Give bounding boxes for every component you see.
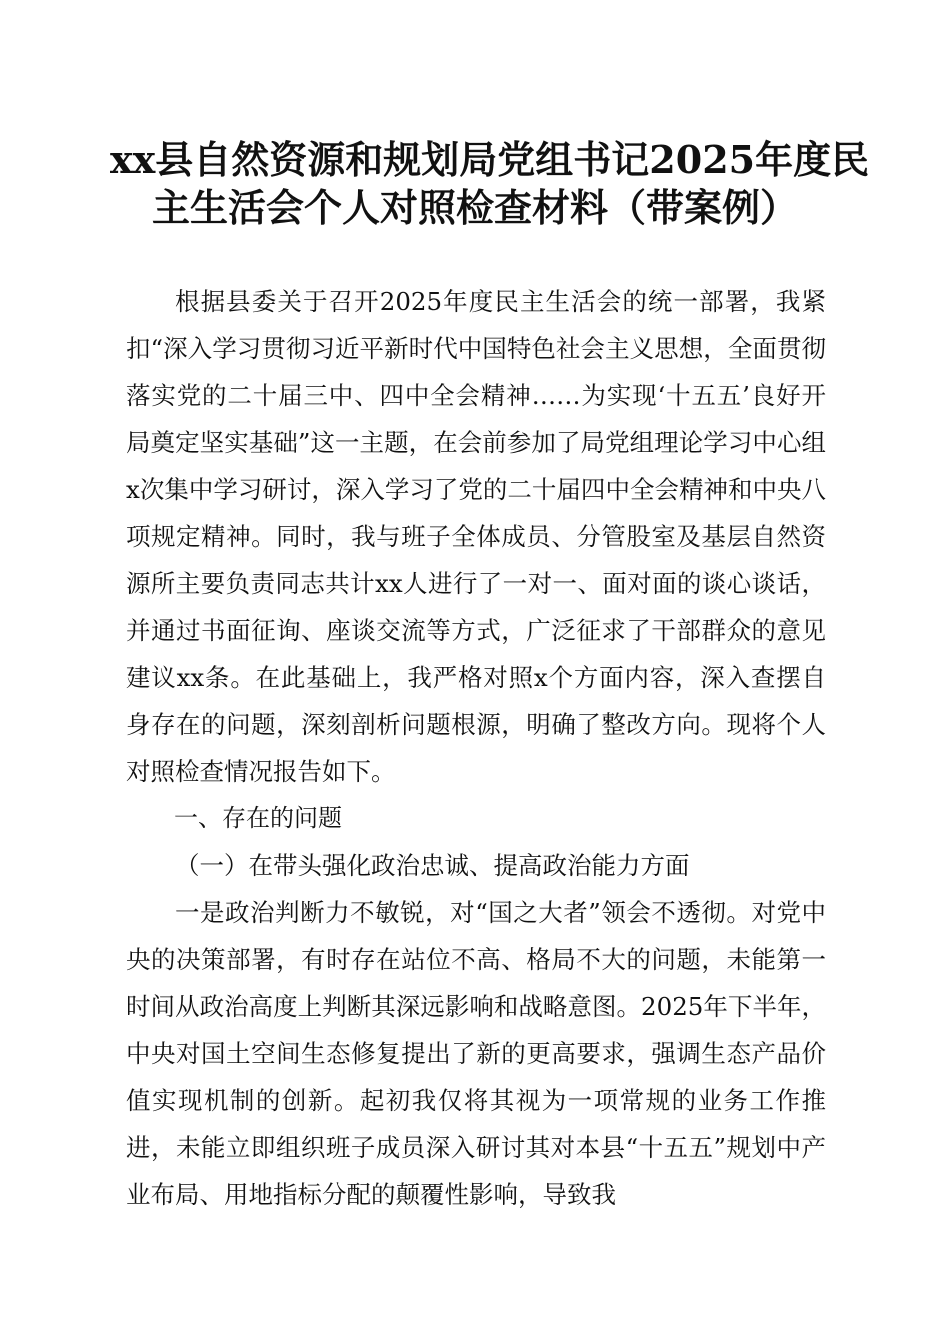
subsection-heading-political-loyalty: （一）在带头强化政治忠诚、提高政治能力方面 (175, 851, 690, 880)
title-line-2: 主生活会个人对照检查材料（带案例） (151, 185, 798, 230)
document-body (126, 278, 826, 1218)
document-title (110, 136, 870, 232)
section-heading-problems: 一、存在的问题 (174, 804, 342, 832)
title-line-1: xx县自然资源和规划局党组书记2025年度民 (110, 137, 870, 182)
intro-paragraph: 根据县委关于召开2025年度民主生活会的统一部署，我紧扣“深入学习贯彻习近平新时代中国特色社会主义思想，全面贯彻落实党的二十届三中、四中全会精神……为实现‘十五五’良好开局奠定坚实基础”这一主题，在会前参加了局党组理论学习中心组x次集中学习研讨，深入学习了党的二十届四中全会精神和中央八项规定精神。同时，我与班子全体成员、分管股室及基层自然资源所主要负责同志共计xx人进行了一对一、面对面的谈心谈话，并通过书面征询、座谈交流等方式，广泛征求了干部群众的意见建议xx条。在此基础上，我严格对照x个方面内容，深入查摆自身存在的问题，深刻剖析问题根源，明确了整改方向。现将个人对照检查情况报告如下。 (126, 287, 826, 786)
body-paragraph: 一是政治判断力不敏锐，对“国之大者”领会不透彻。对党中央的决策部署，有时存在站位不高、格局不大的问题，未能第一时间从政治高度上判断其深远影响和战略意图。2025年下半年，中央对国土空间生态修复提出了新的更高要求，强调生态产品价值实现机制的创新。起初我仅将其视为一项常规的业务工作推进，未能立即组织班子成员深入研讨其对本县“十五五”规划中产业布局、用地指标分配的颠覆性影响，导致我 (126, 898, 826, 1209)
